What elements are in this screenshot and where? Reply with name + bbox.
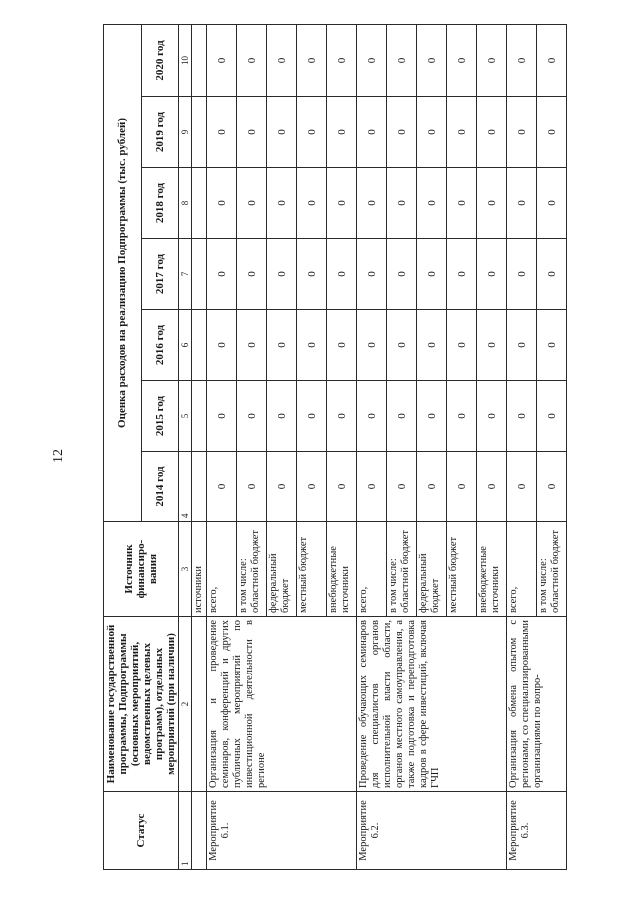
value-cell: 0 [417,310,447,381]
value-cell: 0 [507,24,537,96]
header-estimate: Оценка расходов на реализацию Подпрограммы (тыс. рублей) [104,24,142,521]
source-cell: в том числе: областной бюджет [387,522,417,617]
value-cell: 0 [537,168,567,239]
value-cell: 0 [537,97,567,168]
value-cell: 0 [387,239,417,310]
value-cell: 0 [327,310,357,381]
page-number: 12 [51,449,66,463]
event-name: Организация обмена опытом с регионами, со специализированными организациями по вопро- [507,617,567,792]
value-cell: 0 [297,381,327,452]
value-cell: 0 [537,24,567,96]
value-cell: 0 [267,381,297,452]
source-cell: источники [192,522,207,617]
column-number: 9 [179,97,192,168]
value-cell: 0 [447,24,477,96]
value-cell: 0 [387,24,417,96]
expenditure-table [103,24,567,870]
value-cell: 0 [267,168,297,239]
column-number: 1 [179,792,192,870]
source-cell: всего, [507,522,537,617]
value-cell: 0 [207,310,237,381]
value-cell: 0 [477,24,507,96]
header-year: 2017 год [141,239,179,310]
header-year: 2016 год [141,310,179,381]
value-cell: 0 [207,239,237,310]
source-cell: внебюджетные источники [327,522,357,617]
column-number-row [179,24,192,869]
value-cell: 0 [387,97,417,168]
value-cell: 0 [237,24,267,96]
value-cell: 0 [387,310,417,381]
value-cell: 0 [447,452,477,522]
value-cell: 0 [267,24,297,96]
table-row [207,24,237,869]
header-year: 2020 год [141,24,179,96]
column-number: 2 [179,617,192,792]
value-cell: 0 [327,452,357,522]
table-row [507,24,537,869]
event-name: Проведение обучающих семинаров для специалистов органов исполнительной власти области, органов местного самоуправления, а также подготовка и переподготовка кадров в сфере инвестиций, включая ГЧП [357,617,507,792]
value-cell: 0 [297,310,327,381]
continuation-row [192,24,207,869]
source-cell: всего, [207,522,237,617]
source-cell: внебюджетные источники [477,522,507,617]
value-cell: 0 [237,381,267,452]
column-number: 5 [179,381,192,452]
value-cell: 0 [357,381,387,452]
value-cell: 0 [477,452,507,522]
header-status: Статус [104,792,179,870]
source-cell: федеральный бюджет [417,522,447,617]
value-cell: 0 [537,239,567,310]
value-cell: 0 [417,381,447,452]
event-name: Организация и проведение семинаров, конференций и других публичных мероприятий по инвестиционной деятельности в регионе [207,617,357,792]
value-cell: 0 [237,239,267,310]
column-number: 6 [179,310,192,381]
value-cell: 0 [477,310,507,381]
value-cell: 0 [387,452,417,522]
value-cell: 0 [237,97,267,168]
value-cell: 0 [417,24,447,96]
value-cell: 0 [387,168,417,239]
value-cell: 0 [507,97,537,168]
header-year: 2018 год [141,168,179,239]
value-cell: 0 [507,381,537,452]
value-cell: 0 [447,168,477,239]
value-cell: 0 [477,168,507,239]
value-cell: 0 [267,310,297,381]
value-cell: 0 [417,239,447,310]
value-cell: 0 [297,168,327,239]
column-number: 8 [179,168,192,239]
value-cell: 0 [357,310,387,381]
column-number: 7 [179,239,192,310]
value-cell: 0 [417,168,447,239]
value-cell: 0 [207,97,237,168]
value-cell: 0 [447,239,477,310]
value-cell: 0 [387,381,417,452]
value-cell: 0 [267,452,297,522]
column-number: 10 [179,24,192,96]
value-cell: 0 [357,24,387,96]
value-cell: 0 [207,452,237,522]
value-cell: 0 [237,310,267,381]
value-cell: 0 [267,97,297,168]
header-year: 2015 год [141,381,179,452]
value-cell: 0 [327,239,357,310]
value-cell: 0 [237,452,267,522]
value-cell: 0 [507,310,537,381]
value-cell: 0 [237,168,267,239]
value-cell: 0 [297,24,327,96]
value-cell: 0 [357,168,387,239]
value-cell: 0 [297,452,327,522]
value-cell: 0 [447,310,477,381]
rotated-table-container [103,25,561,870]
source-cell: в том числе: областной бюджет [537,522,567,617]
column-number: 3 [179,522,192,617]
value-cell: 0 [477,381,507,452]
value-cell: 0 [297,97,327,168]
table-body [192,24,567,869]
value-cell: 0 [267,239,297,310]
header-name: Наименование государственной программы, Подпрограммы (основных мероприятий, ведомственных целевых программ), отдельных мероприятий (при наличии) [104,617,179,792]
value-cell: 0 [477,239,507,310]
value-cell: 0 [417,452,447,522]
value-cell: 0 [327,381,357,452]
value-cell: 0 [357,239,387,310]
event-status: Мероприятие 6.1. [207,792,357,870]
event-status: Мероприятие 6.2. [357,792,507,870]
table-row [357,24,387,869]
source-cell: местный бюджет [297,522,327,617]
source-cell: местный бюджет [447,522,477,617]
value-cell: 0 [507,452,537,522]
source-cell: федеральный бюджет [267,522,297,617]
value-cell: 0 [447,381,477,452]
column-number: 4 [179,452,192,522]
value-cell: 0 [357,452,387,522]
value-cell: 0 [207,381,237,452]
value-cell: 0 [507,168,537,239]
value-cell: 0 [327,97,357,168]
value-cell: 0 [447,97,477,168]
value-cell: 0 [537,310,567,381]
source-cell: всего, [357,522,387,617]
value-cell: 0 [507,239,537,310]
value-cell: 0 [537,381,567,452]
value-cell: 0 [297,239,327,310]
value-cell: 0 [207,24,237,96]
value-cell: 0 [357,97,387,168]
value-cell: 0 [327,168,357,239]
source-cell: в том числе: областной бюджет [237,522,267,617]
value-cell: 0 [537,452,567,522]
header-source: Источник финансиро-вания [104,522,179,617]
header-year: 2019 год [141,97,179,168]
value-cell: 0 [207,168,237,239]
value-cell: 0 [327,24,357,96]
value-cell: 0 [417,97,447,168]
value-cell: 0 [477,97,507,168]
event-status: Мероприятие 6.3. [507,792,567,870]
header-year: 2014 год [141,452,179,522]
